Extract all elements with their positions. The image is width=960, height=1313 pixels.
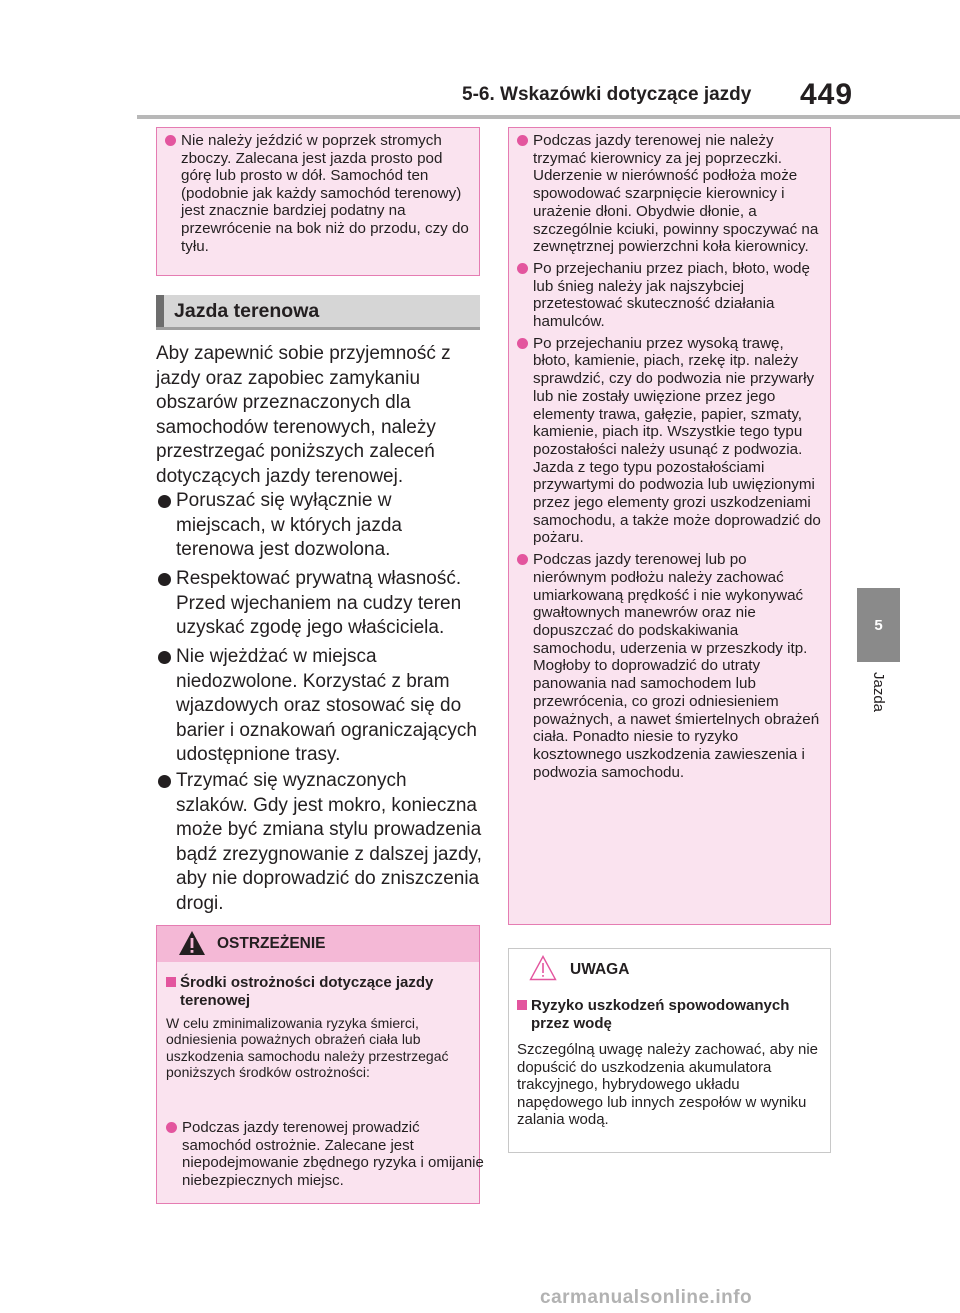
right-notes-box (508, 127, 831, 925)
warning-title: OSTRZEŻENIE (217, 935, 326, 952)
main-bullet-4 (156, 769, 482, 917)
bullet-dot-icon (165, 135, 176, 146)
right-note-text: Po przejechaniu przez piach, błoto, wodę lub śnieg należy jak najszybciej przetestować skuteczność działania hamulców. (533, 259, 810, 331)
notice-header (509, 949, 830, 989)
chapter-label-text: Jazda (870, 672, 887, 713)
notice-subheading-text: Ryzyko uszkodzeń spowodowanych przez wodę (531, 997, 790, 1032)
warning-subheading (166, 974, 471, 1009)
notice-body: Szczególną uwagę należy zachować, aby nie dopuścić do uszkodzenia akumulatora trakcyjnego, hybrydowego układu napędowego lub innych zespołów w wyniku zalania wodą. (517, 1041, 819, 1129)
section-heading-bar (156, 295, 164, 327)
warning-subheading-text: Środki ostrożności dotyczące jazdy terenowej (180, 974, 434, 1009)
intro-paragraph: Aby zapewnić sobie przyjemność z jazdy oraz zapobiec zamykaniu obszarów przeznaczonych dla samochodów terenowych, należy przestrzegać poniższych zaleceń dotyczących jazdy terenowej. (156, 343, 451, 487)
top-note-text: Nie należy jeździć w poprzek stromych zboczy. Zalecana jest jazda prosto pod górę lub prosto w dół. Samochód ten (podobnie jak każdy samochód terenowy) jest znacznie bardziej podatny na przewrócenie na bok niż do przodu, czy do tyłu. (181, 132, 469, 255)
right-note-item (517, 132, 822, 256)
bullet-dot-icon (517, 338, 528, 349)
right-note-item (517, 260, 822, 331)
footer-watermark: carmanualsonline.info (540, 1287, 753, 1308)
main-bullet-text: Respektować prywatną własność. Przed wjechaniem na cudzy teren uzyskać zgodę jego właściciela. (176, 568, 462, 639)
warning-bullet (166, 1119, 490, 1189)
notice-subheading (517, 997, 823, 1032)
bullet-dot-icon (158, 775, 171, 788)
bullet-dot-icon (158, 495, 171, 508)
chapter-tab: 5 (857, 588, 900, 662)
warning-header (157, 926, 479, 962)
notice-box (508, 948, 831, 1153)
bullet-dot-icon (517, 263, 528, 274)
bullet-dot-icon (517, 554, 528, 565)
warning-triangle-icon (178, 930, 206, 956)
bullet-dot-icon (158, 573, 171, 586)
right-note-text: Po przejechaniu przez wysoką trawę, błoto, kamienie, piach, rzekę itp. należy sprawdzić, czy do podwozia nie przywarły lub nie zostały uwięzione przez jego elementy trawa, gałęzie, papier, szmaty, kamienie, piach itp. Wszystkie tego typu pozostałości należy usunąć z podwozia. Jazda z tego typu pozostałościami przywartymi do podwozia lub uwięzionymi przez jego elementy grozi uszkodzeniami samochodu, a także może doprowadzić do pożaru. (533, 334, 821, 547)
square-bullet-icon (166, 977, 176, 987)
section-heading-text: Jazda terenowa (174, 300, 320, 322)
section-heading (156, 295, 480, 330)
warning-bullet-text: Podczas jazdy terenowej prowadzić samochód ostrożnie. Zalecane jest niepodejmowanie zbędnego ryzyka i omijanie niebezpiecznych miejsc. (182, 1119, 484, 1189)
top-note-box (156, 127, 480, 276)
right-note-item (517, 335, 822, 547)
main-bullet-1 (156, 489, 482, 563)
main-bullet-3 (156, 645, 482, 768)
header-rule (137, 115, 960, 119)
top-note-item (165, 132, 471, 255)
bullet-dot-icon (517, 135, 528, 146)
right-note-text: Podczas jazdy terenowej nie należy trzymać kierownicy za jej poprzeczki. Uderzenie w nierówność podłoża może spowodować szarpnięcie kierownicy i urażenie dłoni. Obydwie dłonie, a szczególnie kciuki, powinny spoczywać na zewnętrznej powierzchni koła kierownicy. (533, 132, 819, 256)
notice-title: UWAGA (570, 961, 630, 978)
main-bullet-text: Poruszać się wyłącznie w miejscach, w których jazda terenowa jest dozwolona. (176, 490, 402, 561)
right-note-text: Podczas jazdy terenowej lub po nierównym podłożu należy zachować umiarkowaną prędkość i nie wykonywać gwałtownych manewrów oraz nie dopuszczać do podskakiwania samochodu, uderzenia w przeszkody itp. Mogłoby to doprowadzić do utraty panowania nad samochodem lub przewrócenia, co grozi odniesieniem poważnych, a nawet śmiertelnych obrażeń ciała. Ponadto niesie to ryzyko kosztownego uszkodzenia zawieszenia i podwozia samochodu. (533, 551, 820, 781)
section-title: 5-6. Wskazówki dotyczące jazdy (462, 84, 752, 105)
square-bullet-icon (517, 1000, 527, 1010)
main-bullet-2 (156, 567, 482, 641)
main-bullet-text: Trzymać się wyznaczonych szlaków. Gdy jest mokro, konieczna może być zmiana stylu prowadzenia bądź zrezygnowanie z dalszej jazdy, aby nie doprowadzić do zniszczenia drogi. (176, 770, 482, 914)
bullet-dot-icon (166, 1122, 177, 1133)
warning-box (156, 925, 484, 1204)
chapter-label (857, 672, 900, 752)
main-bullet-text: Nie wjeżdżać w miejsca niedozwolone. Korzystać z bram wjazdowych oraz stosować się do barier i oznakowań ograniczających udostępnione trasy. (176, 646, 477, 766)
warning-body: W celu zminimalizowania ryzyka śmierci, odniesienia poważnych obrażeń ciała lub uszkodzenia samochodu należy przestrzegać poniższych środków ostrożności: (166, 1015, 449, 1081)
page-number: 449 (800, 78, 854, 111)
caution-triangle-icon (529, 955, 557, 981)
bullet-dot-icon (158, 651, 171, 664)
right-note-item (517, 551, 822, 781)
